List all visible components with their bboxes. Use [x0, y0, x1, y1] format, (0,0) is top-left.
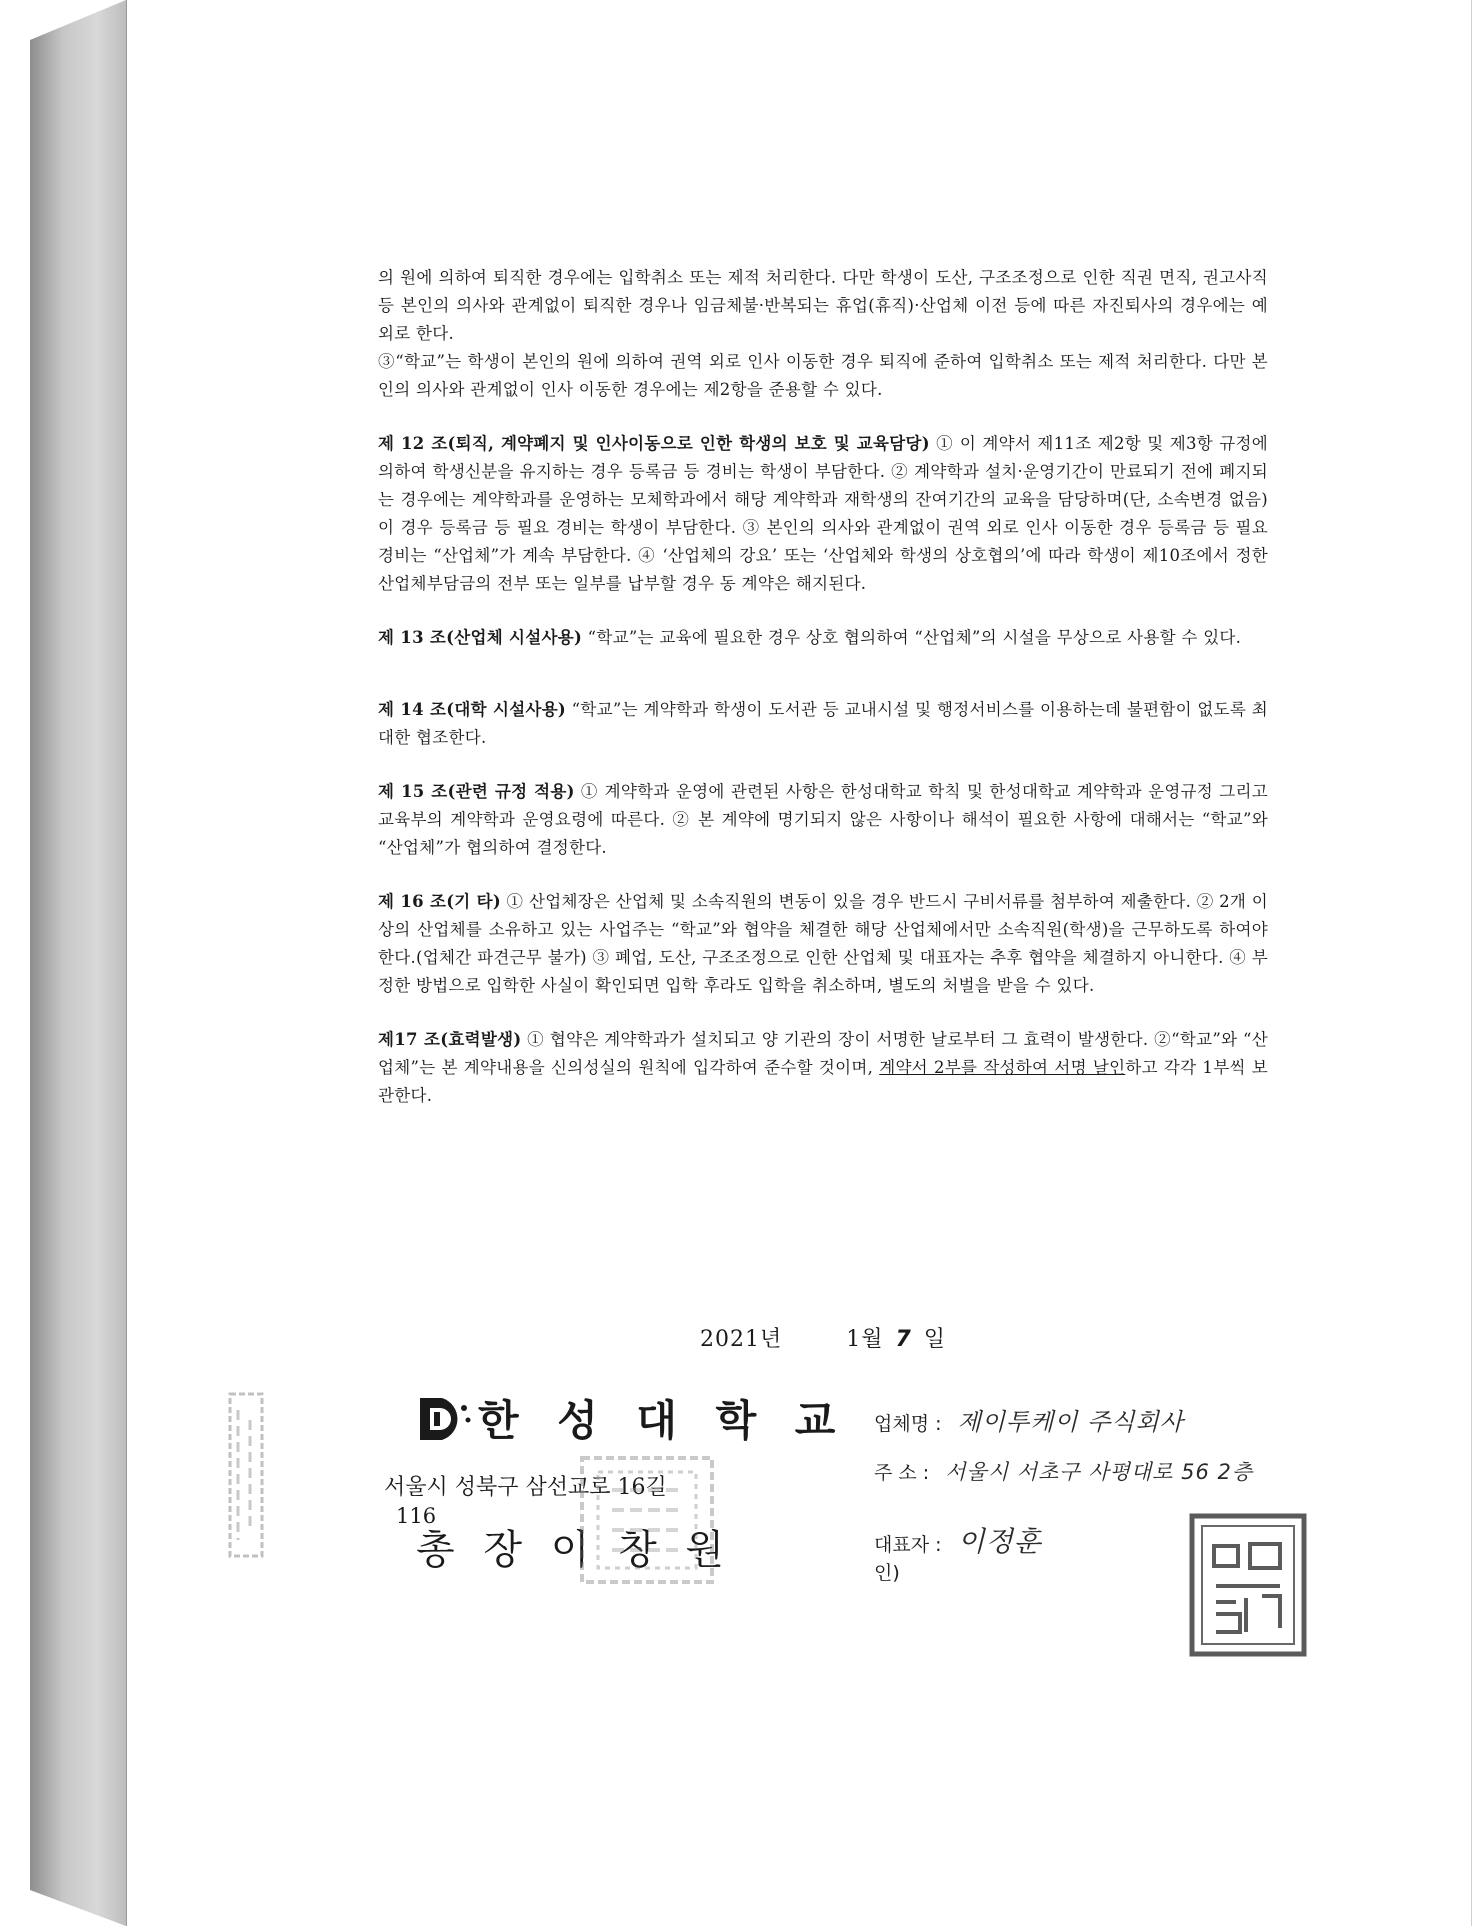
- company-seal-suffix: 인): [874, 1562, 900, 1584]
- company-name-label: 업체명 :: [874, 1413, 942, 1435]
- company-address-handwritten: 서울시 서초구 사평대로 56 2층: [945, 1460, 1254, 1484]
- book-spine: [30, 0, 126, 1926]
- article-16-body: ① 산업체장은 산업체 및 소속직원의 변동이 있을 경우 반드시 구비서류를 첨부하여 제출한다. ② 2개 이상의 산업체를 소유하고 있는 사업주는 “학교”와 협약을 체결한 해당 산업체에서만 소속직원(학생)을 근무하도록 하여야 한다.(업체간 파견근무 불가) ③ 폐업, 도산, 구조조정으로 인한 산업체 및 대표자는 추후 협약을 체결하지 아니한다. ④ 부정한 방법으로 입학한 사실이 확인되면 입학 후라도 입학을 취소하며, 별도의 처벌을 받을 수 있다.: [378, 892, 1268, 995]
- date-year: 2021년: [700, 1327, 783, 1352]
- article-17: [378, 1026, 1268, 1110]
- article-17-body-a: ① 협약은 계약학과가 설치되고 양 기관의 장이 서명한 날로부터 그 효력이 발생한다. ②“학교”와 “산업체”는 본 계약내용을 신의성실의 원칙에 입각하여 준수할 것이며,: [378, 1030, 1268, 1077]
- date-day-handwritten: 7: [895, 1327, 912, 1352]
- article-15: [378, 778, 1268, 862]
- company-address-label: 주 소 :: [874, 1462, 930, 1484]
- paragraph-intro-2: ③“학교”는 학생이 본인의 원에 의하여 권역 외로 인사 이동한 경우 퇴직에 준하여 입학취소 또는 제적 처리한다. 다만 본인의 의사와 관계없이 인사 이동한 경우에는 제2항을 준용할 수 있다.: [378, 352, 1268, 399]
- school-address-line1: 서울시 성북구 삼선교로 16길: [384, 1475, 667, 1500]
- school-address-line2: 116: [396, 1504, 437, 1528]
- article-16-title: 제 16 조(기 타): [378, 892, 501, 911]
- company-address-row: [874, 1456, 1253, 1486]
- article-13-title: 제 13 조(산업체 시설사용): [378, 628, 583, 647]
- school-president: 총 장 이 창 원: [416, 1527, 733, 1573]
- article-14: [378, 696, 1268, 752]
- article-12: [378, 430, 1268, 598]
- company-name-handwritten: 제이투케이 주식회사: [957, 1408, 1184, 1436]
- date-day-suffix: 일: [923, 1327, 947, 1352]
- article-12-body: ① 이 계약서 제11조 제2항 및 제3항 규정에 의하여 학생신분을 유지하는 경우 등록금 등 경비는 학생이 부담한다. ② 계약학과 설치·운영기간이 만료되기 전에 폐지되는 경우에는 계약학과를 운영하는 모체학과에서 해당 계약학과 재학생의 잔여기간의 교육을 담당하며(단, 소속변경 없음) 이 경우 등록금 등 필요 경비는 학생이 부담한다. ③ 본인의 의사와 관계없이 권역 외로 인사 이동한 경우 등록금 등 필요경비는 “산업체”가 계속 부담한다. ④ ‘산업체의 강요’ 또는 ‘산업체와 학생의 상호협의’에 따라 학생이 제10조에서 정한 산업체부담금의 전부 또는 일부를 납부할 경우 동 계약은 해지된다.: [378, 434, 1269, 593]
- article-15-body: ① 계약학과 운영에 관련된 사항은 한성대학교 학칙 및 한성대학교 계약학과 운영규정 그리고 교육부의 계약학과 운영요령에 따른다. ② 본 계약에 명기되지 않은 사항이나 해석이 필요한 사항에 대해서는 “학교”와 “산업체”가 협의하여 결정한다.: [378, 782, 1268, 857]
- contract-date: [700, 1322, 946, 1353]
- article-12-title: 제 12 조(퇴직, 계약폐지 및 인사이동으로 인한 학생의 보호 및 교육담당): [378, 434, 930, 453]
- company-rep-handwritten: 이정훈: [957, 1525, 1042, 1558]
- article-14-title: 제 14 조(대학 시설사용): [378, 700, 567, 719]
- article-13: [378, 624, 1268, 652]
- company-seal-stamp: [1186, 1510, 1310, 1660]
- paragraph-intro-1: 의 원에 의하여 퇴직한 경우에는 입학취소 또는 제적 처리한다. 다만 학생이 도산, 구조조정으로 인한 직권 면직, 권고사직 등 본인의 의사와 관계없이 퇴직한 경우나 임금체불·반복되는 휴업(휴직)·산업체 이전 등에 따른 자진퇴사의 경우에는 예외로 한다.: [378, 268, 1268, 343]
- contract-body: [378, 264, 1268, 1136]
- article-17-body-b: 하고 각각 1부씩 보관한다.: [378, 1058, 1268, 1105]
- article-16: [378, 888, 1268, 1000]
- school-name: 한 성 대 학 교: [478, 1396, 848, 1445]
- article-15-title: 제 15 조(관련 규정 적용): [378, 782, 575, 801]
- company-rep-label: 대표자 :: [874, 1534, 942, 1556]
- article-17-title: 제17 조(효력발생): [378, 1030, 522, 1049]
- date-month: 1월: [846, 1327, 884, 1352]
- school-seal-stamp: [572, 1450, 722, 1590]
- partial-stamp-mark: [226, 1390, 266, 1560]
- article-14-body: “학교”는 계약학과 학생이 도서관 등 교내시설 및 행정서비스를 이용하는데 불편함이 없도록 최대한 협조한다.: [378, 700, 1268, 747]
- company-representative-row: [874, 1520, 1042, 1560]
- article-17-underlined: 계약서 2부를 작성하여 서명 날인: [879, 1058, 1126, 1077]
- company-name-row: [874, 1402, 1184, 1437]
- hansung-logo-icon: [416, 1394, 474, 1444]
- article-13-body: “학교”는 교육에 필요한 경우 상호 협의하여 “산업체”의 시설을 무상으로 사용할 수 있다.: [582, 628, 1242, 647]
